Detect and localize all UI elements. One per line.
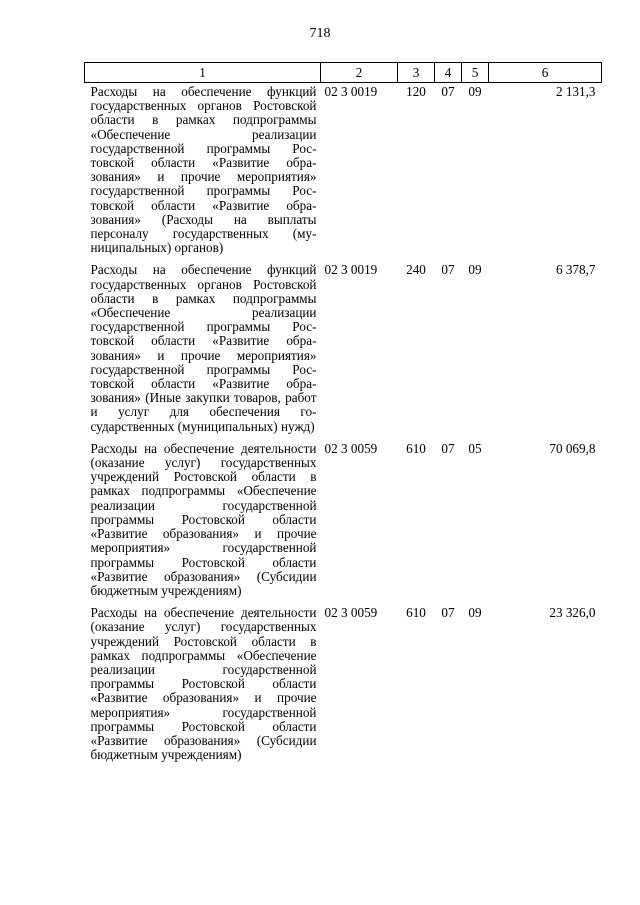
row-amount: 6 378,7: [555, 262, 596, 278]
row-description: Расходы на обеспечение функций государственных органов Ростовской области в рамках подпрограммы «Обеспечение реализации государственной программы Ростовской области «Развитие образования» и прочие мероприятия» государственной программы Ростовской области «Развитие образования» (Иные закупки товаров, работ и услуг для обеспечения государственных (муниципальных) нужд): [90, 262, 317, 434]
header-col-4: 4: [435, 63, 462, 83]
row-expense-type-code: 610: [406, 605, 426, 621]
page-number: 718: [309, 26, 331, 41]
row-subsection-code: 09: [468, 605, 482, 621]
table-body: [85, 83, 602, 769]
row-expense-type-code: 610: [406, 440, 426, 456]
row-description: Расходы на обеспечение деятельности (оказание услуг) государственных учреждений Ростовской области в рамках подпрограммы «Обеспечение реализации государственной программы Ростовской области «Развитие образования» и прочие мероприятия» государственной программы Ростовской области «Развитие образования» (Субсидии бюджетным учреждениям): [90, 440, 317, 598]
row-description: Расходы на обеспечение функций государственных органов Ростовской области в рамках подпрограммы «Обеспечение реализации государственной программы Ростовской области «Развитие образования» и прочие мероприятия» государственной программы Ростовской области «Развитие образования» (Расходы на выплаты персоналу государственных (муниципальных) органов): [90, 84, 317, 256]
table-row: [85, 261, 602, 439]
header-col-2: 2: [321, 63, 398, 83]
row-section-code: 07: [441, 440, 455, 456]
header-col-6: 6: [489, 63, 602, 83]
row-section-code: 07: [441, 262, 455, 278]
header-col-1: 1: [85, 63, 321, 83]
row-subsection-code: 05: [468, 440, 482, 456]
table-row: [85, 83, 602, 262]
row-amount: 23 326,0: [549, 605, 596, 621]
row-section-code: 07: [441, 84, 455, 99]
row-subsection-code: 09: [468, 262, 482, 278]
table-row: [85, 440, 602, 604]
row-amount: 70 069,8: [549, 440, 596, 456]
header-row: [85, 63, 602, 83]
row-target-article-code: 02 3 0059: [324, 440, 378, 456]
row-description: Расходы на обеспечение деятельности (оказание услуг) государственных учреждений Ростовской области в рамках подпрограммы «Обеспечение реализации государственной программы Ростовской области «Развитие образования» и прочие мероприятия» государственной программы Ростовской области «Развитие образования» (Субсидии бюджетным учреждениям): [90, 605, 317, 763]
row-target-article-code: 02 3 0059: [324, 605, 378, 621]
row-expense-type-code: 240: [406, 262, 426, 278]
row-target-article-code: 02 3 0019: [324, 84, 378, 99]
table-header: [85, 63, 602, 83]
row-expense-type-code: 120: [406, 84, 426, 99]
table-row: [85, 604, 602, 768]
budget-table: [84, 62, 602, 768]
header-col-5: 5: [462, 63, 489, 83]
row-target-article-code: 02 3 0019: [324, 262, 378, 278]
header-col-3: 3: [398, 63, 435, 83]
row-section-code: 07: [441, 605, 455, 621]
row-amount: 2 131,3: [555, 84, 596, 99]
row-subsection-code: 09: [468, 84, 482, 99]
